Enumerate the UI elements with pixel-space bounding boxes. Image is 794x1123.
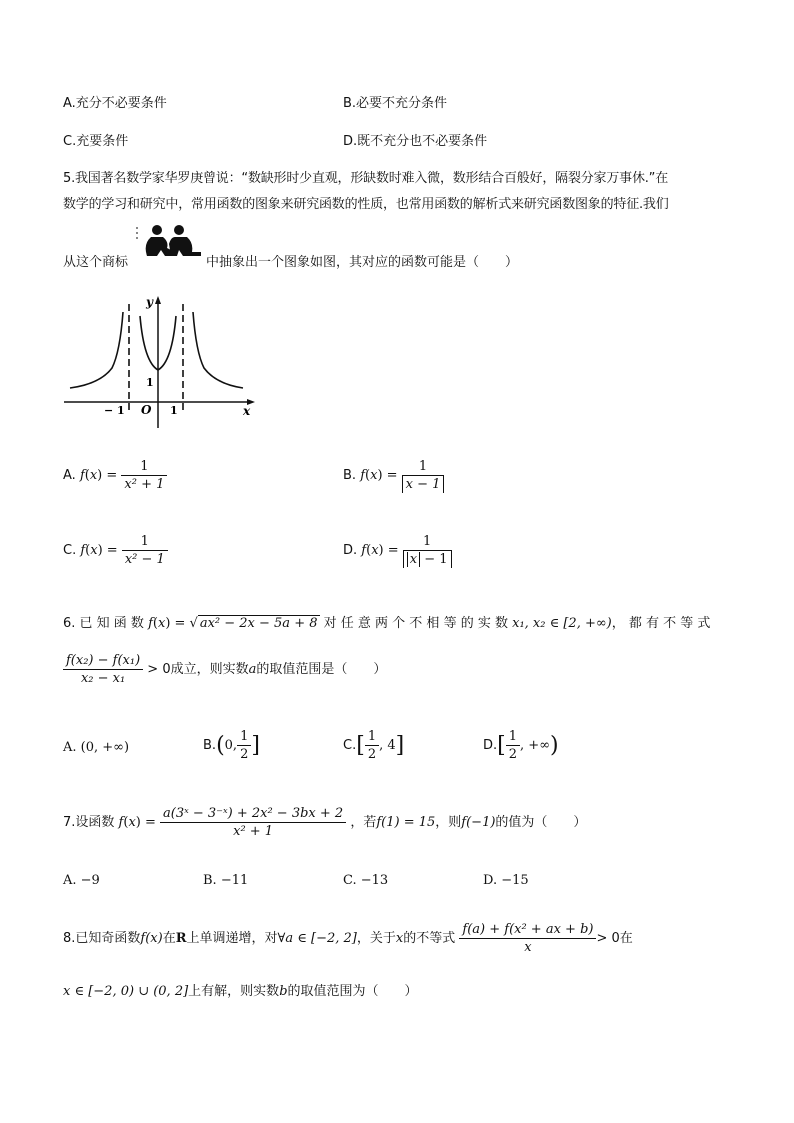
q5-option-a: A. f(x) = $\frac{1}{\text{x² + 1}}$ (63, 458, 167, 493)
q4-option-c: C.充要条件 (63, 134, 129, 149)
q6-option-d: D.[ $\frac{1}{2}$ , +∞) (483, 729, 559, 762)
q6-line1: 6. 已 知 函 数 f(x) = √ ax² − 2x − 5a + 8 对 任 意 两 个 不 相 等 的 实 数 x₁, x₂ ∈ [2, +∞)， 都 有 不 等 式 (63, 616, 711, 631)
graph-y-label: y (146, 295, 153, 309)
q8-line2: x ∈ [−2, 0) ∪ (0, 2]上有解，则实数b的取值范围为（ ） (63, 984, 418, 999)
logo-image (135, 222, 205, 260)
q4-option-b: B.必要不充分条件 (343, 96, 448, 111)
q5-line2: 数学的学习和研究中，常用函数的图象来研究函数的性质，也常用函数的解析式来研究函数图象的特征.我们 (63, 197, 669, 212)
function-graph (60, 292, 260, 432)
graph-x-label: x (243, 404, 251, 418)
q5-option-d: D. f(x) = $\frac{1}{x - 1}$ (343, 533, 452, 568)
q5-option-c: C. f(x) = $\frac{1}{\text{x² − 1}}$ (63, 533, 168, 568)
q6-option-b: B.(0, $\frac{1}{2}$ ] (203, 729, 260, 762)
graph-origin-label: O (141, 403, 152, 417)
q7-option-a: A. −9 (63, 873, 100, 888)
q6-line2: $\frac{\text{f(x₂) − f(x₁)}}{\text{x₂ − x₁}}$ > 0成立，则实数a的取值范围是（ ） (63, 652, 386, 687)
q7-option-b: B. −11 (203, 873, 249, 888)
q6-option-c: C.[ $\frac{1}{2}$ , 4] (343, 729, 405, 762)
q5-option-b: B. f(x) = $\frac{1}{x - 1}$ (343, 458, 444, 493)
q8-line1: 8.已知奇函数f(x)在R上单调递增，对∀a ∈ [−2, 2]，关于x的不等式 $\frac{\text{f(a) + f(x² + ax + b)}}{x}$ > 0在 (63, 922, 633, 955)
q4-option-a: A.充分不必要条件 (63, 96, 167, 111)
graph-pos-one: 1 (170, 404, 178, 417)
q6-option-a: A. (0, +∞) (63, 740, 130, 755)
q5-line3-before: 从这个商标 (63, 255, 129, 270)
graph-y-one: 1 (146, 376, 154, 389)
q7-option-d: D. −15 (483, 873, 529, 888)
q7-line1: 7.设函数 f(x) = $\frac{\text{a(3ˣ − 3⁻ˣ) + 2x² − 3bx + 2}}{\text{x² + 1}}$ ，若f(1) = 15，则f(−1)的值为（ ） (63, 806, 587, 839)
q5-line1: 5.我国著名数学家华罗庚曾说：“数缺形时少直观，形缺数时难入微，数形结合百般好，隔裂分家万事休.”在 (63, 171, 669, 186)
q5-line3-after: 中抽象出一个图象如图，其对应的函数可能是（ ） (206, 255, 519, 270)
graph-neg-one: − 1 (104, 404, 125, 417)
q4-option-d: D.既不充分也不必要条件 (343, 134, 488, 149)
q7-option-c: C. −13 (343, 873, 389, 888)
